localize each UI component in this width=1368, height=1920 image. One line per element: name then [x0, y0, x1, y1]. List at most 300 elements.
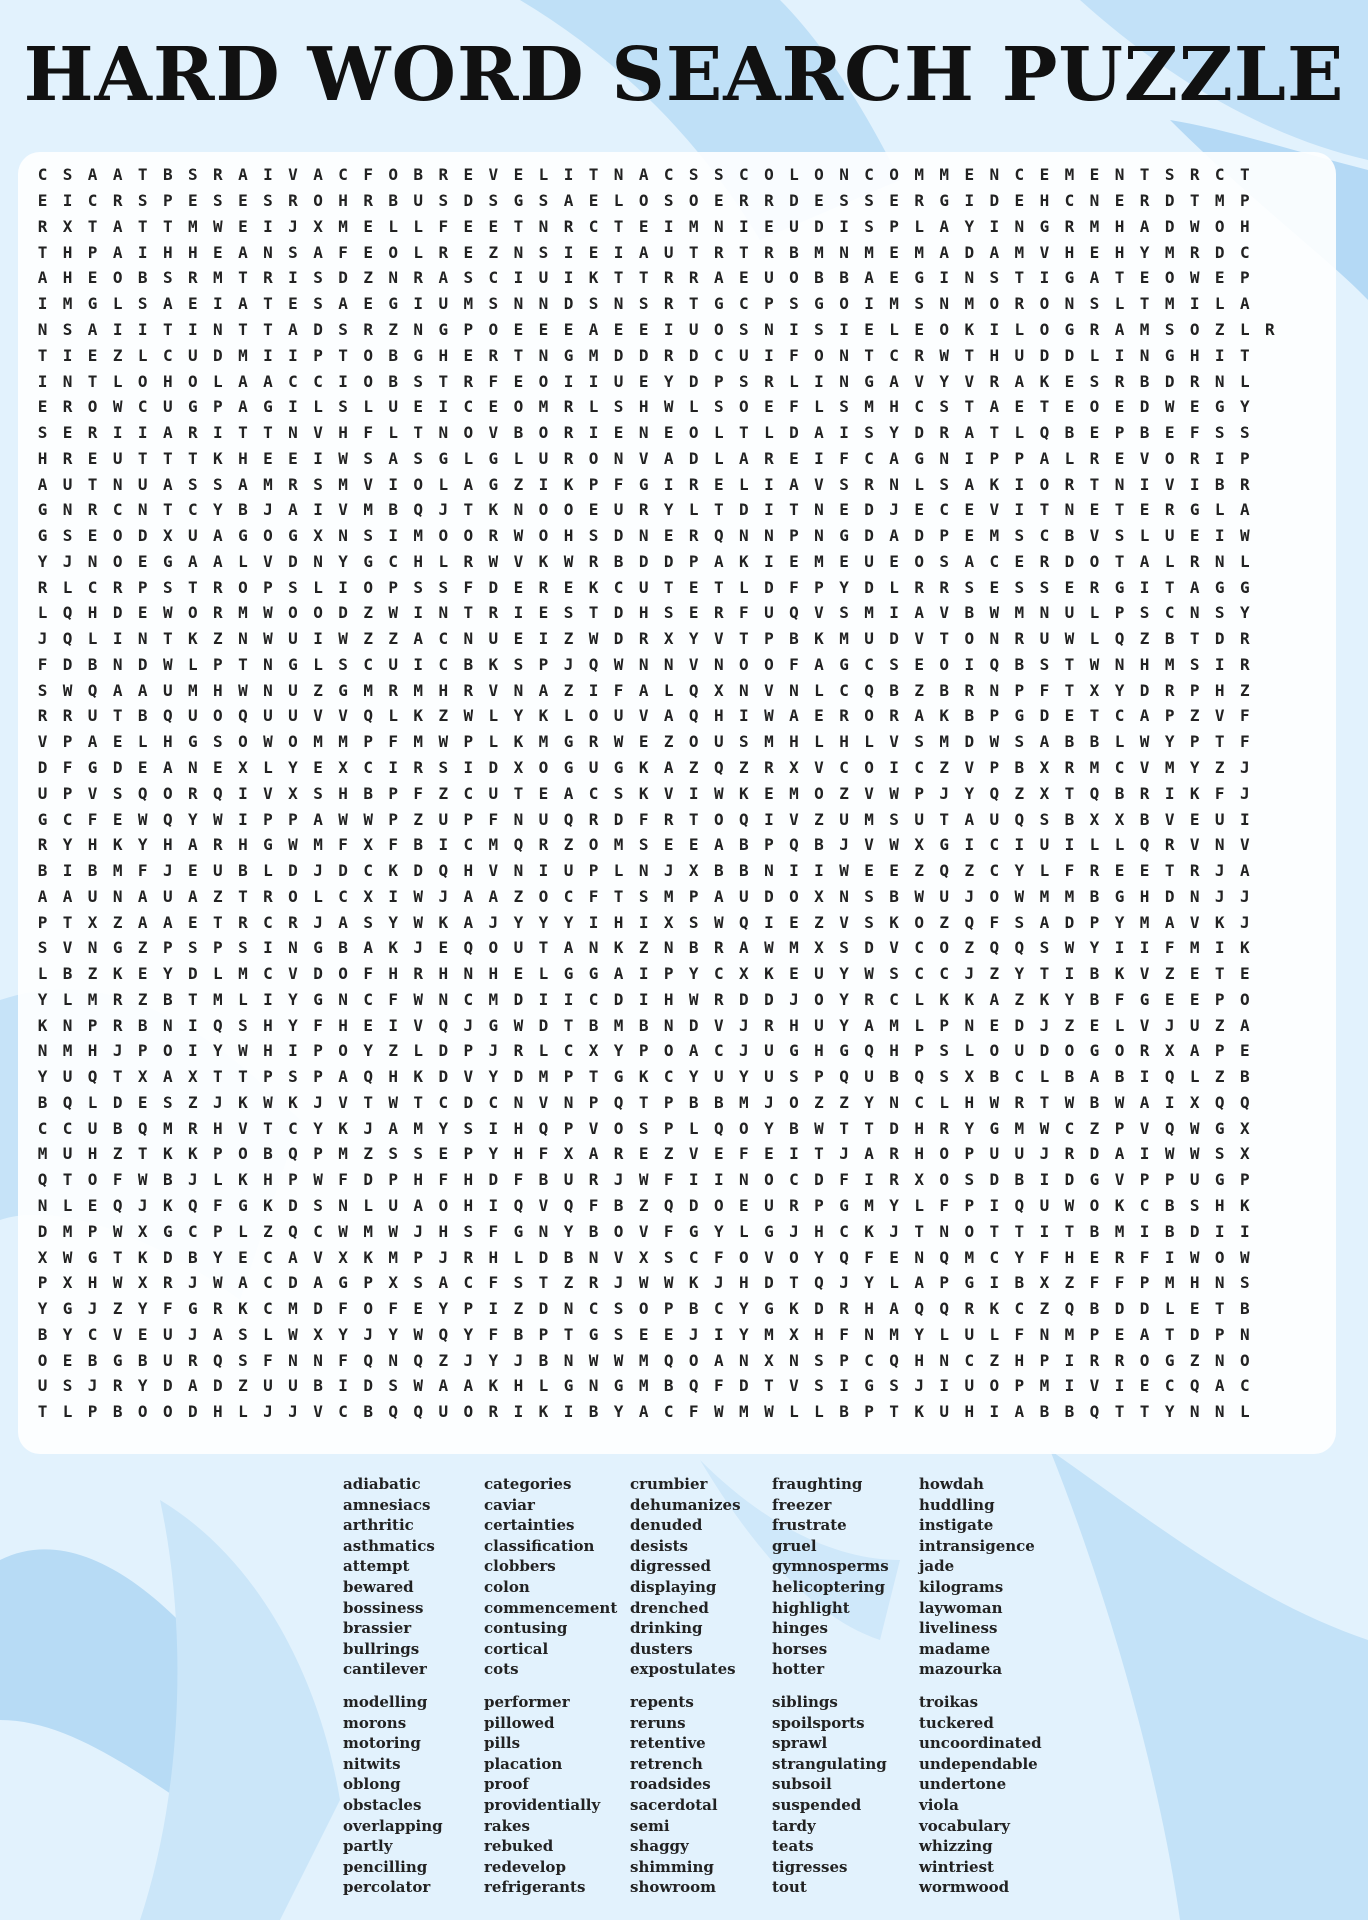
grid-letter[interactable]: Z — [814, 809, 824, 829]
grid-letter[interactable]: E — [638, 216, 649, 236]
grid-letter[interactable]: S — [613, 783, 624, 803]
grid-letter[interactable]: O — [313, 191, 323, 211]
grid-letter[interactable]: Q — [162, 706, 173, 726]
grid-letter[interactable]: C — [338, 886, 348, 906]
grid-letter[interactable]: R — [889, 706, 899, 726]
grid-letter[interactable]: K — [1239, 1196, 1250, 1215]
grid-letter[interactable]: T — [1039, 1092, 1050, 1112]
grid-letter[interactable]: Q — [87, 1067, 98, 1087]
grid-letter[interactable]: W — [112, 397, 123, 417]
grid-letter[interactable]: O — [764, 654, 774, 674]
grid-letter[interactable]: L — [488, 732, 499, 752]
grid-letter[interactable]: D — [1039, 345, 1050, 365]
grid-letter[interactable]: H — [388, 964, 398, 984]
grid-letter[interactable]: W — [263, 629, 273, 649]
grid-letter[interactable]: I — [839, 319, 849, 339]
grid-letter[interactable]: Y — [37, 551, 48, 571]
grid-letter[interactable]: W — [137, 1170, 148, 1190]
grid-letter[interactable]: Q — [789, 835, 799, 855]
grid-letter[interactable]: K — [1039, 371, 1050, 391]
grid-letter[interactable]: S — [62, 1376, 73, 1396]
grid-letter[interactable]: I — [413, 603, 424, 623]
grid-letter[interactable]: I — [112, 629, 123, 649]
grid-letter[interactable]: C — [989, 861, 1000, 881]
grid-letter[interactable]: Y — [213, 1041, 223, 1061]
grid-letter[interactable]: F — [1164, 938, 1175, 958]
grid-letter[interactable]: R — [1089, 319, 1100, 339]
grid-letter[interactable]: Z — [1139, 629, 1150, 649]
grid-letter[interactable]: M — [263, 474, 273, 494]
grid-letter[interactable]: W — [989, 732, 1000, 752]
grid-letter[interactable]: N — [187, 757, 198, 777]
grid-letter[interactable]: P — [313, 345, 323, 365]
grid-letter[interactable]: I — [1164, 1092, 1175, 1112]
grid-letter[interactable]: E — [964, 526, 975, 546]
grid-letter[interactable]: M — [338, 1144, 348, 1164]
grid-letter[interactable]: C — [1164, 1376, 1175, 1396]
grid-letter[interactable]: T — [37, 242, 48, 262]
grid-letter[interactable]: A — [713, 551, 724, 571]
grid-letter[interactable]: C — [613, 577, 624, 597]
grid-letter[interactable]: H — [263, 1170, 273, 1190]
grid-letter[interactable]: V — [789, 1376, 799, 1396]
grid-letter[interactable]: W — [1189, 1247, 1200, 1267]
grid-letter[interactable]: M — [864, 242, 874, 262]
grid-letter[interactable]: V — [288, 964, 298, 984]
grid-letter[interactable]: L — [263, 861, 273, 881]
grid-letter[interactable]: V — [713, 629, 724, 649]
grid-letter[interactable]: R — [914, 345, 924, 365]
grid-letter[interactable]: I — [1189, 474, 1200, 494]
grid-letter[interactable]: I — [263, 165, 273, 185]
grid-letter[interactable]: T — [1139, 294, 1150, 314]
grid-letter[interactable]: Z — [663, 1144, 674, 1164]
grid-letter[interactable]: H — [1139, 886, 1150, 906]
grid-letter[interactable]: J — [463, 1015, 474, 1035]
grid-letter[interactable]: H — [839, 732, 849, 752]
grid-letter[interactable]: G — [613, 757, 624, 777]
grid-letter[interactable]: E — [413, 397, 424, 417]
grid-letter[interactable]: Y — [613, 1402, 624, 1422]
grid-letter[interactable]: I — [613, 242, 624, 262]
grid-letter[interactable]: E — [62, 1350, 73, 1370]
grid-letter[interactable]: G — [989, 1118, 1000, 1138]
grid-letter[interactable]: E — [713, 474, 724, 494]
grid-letter[interactable]: L — [238, 551, 248, 571]
grid-letter[interactable]: I — [1039, 1221, 1050, 1241]
grid-letter[interactable]: A — [1039, 732, 1050, 752]
grid-letter[interactable]: B — [112, 1402, 123, 1422]
grid-letter[interactable]: U — [1039, 629, 1050, 649]
grid-letter[interactable]: D — [989, 1170, 1000, 1190]
grid-letter[interactable]: J — [1039, 1144, 1050, 1164]
grid-letter[interactable]: K — [388, 938, 398, 958]
grid-letter[interactable]: T — [864, 1118, 874, 1138]
grid-letter[interactable]: M — [939, 165, 950, 185]
grid-letter[interactable]: E — [764, 397, 774, 417]
grid-letter[interactable]: F — [488, 1221, 499, 1241]
grid-letter[interactable]: S — [162, 1092, 173, 1112]
grid-letter[interactable]: A — [238, 474, 248, 494]
grid-letter[interactable]: E — [764, 216, 774, 236]
grid-letter[interactable]: O — [363, 371, 373, 391]
grid-letter[interactable]: P — [313, 1067, 323, 1087]
grid-letter[interactable]: E — [187, 912, 198, 932]
grid-letter[interactable]: K — [213, 448, 223, 468]
grid-letter[interactable]: Z — [112, 345, 123, 365]
grid-letter[interactable]: J — [939, 783, 950, 803]
grid-letter[interactable]: X — [663, 629, 674, 649]
grid-letter[interactable]: C — [889, 989, 899, 1009]
grid-letter[interactable]: B — [1064, 526, 1075, 546]
grid-letter[interactable]: U — [613, 371, 624, 391]
grid-letter[interactable]: E — [112, 809, 123, 829]
grid-letter[interactable]: E — [37, 397, 48, 417]
grid-letter[interactable]: K — [638, 757, 649, 777]
grid-letter[interactable]: P — [213, 938, 223, 958]
grid-letter[interactable]: A — [713, 1350, 724, 1370]
grid-letter[interactable]: G — [1164, 1350, 1175, 1370]
grid-letter[interactable]: N — [313, 551, 323, 571]
grid-letter[interactable]: L — [1214, 500, 1225, 520]
grid-letter[interactable]: L — [238, 1221, 248, 1241]
grid-letter[interactable]: R — [764, 371, 774, 391]
grid-letter[interactable]: R — [964, 680, 975, 700]
grid-letter[interactable]: H — [713, 706, 724, 726]
grid-letter[interactable]: J — [288, 1402, 298, 1422]
grid-letter[interactable]: E — [137, 757, 148, 777]
grid-letter[interactable]: C — [313, 371, 323, 391]
grid-letter[interactable]: R — [413, 757, 424, 777]
grid-letter[interactable]: R — [187, 783, 198, 803]
grid-letter[interactable]: X — [363, 886, 373, 906]
grid-letter[interactable]: M — [1039, 886, 1050, 906]
grid-letter[interactable]: E — [588, 191, 599, 211]
grid-letter[interactable]: D — [488, 577, 499, 597]
grid-letter[interactable]: J — [513, 1350, 524, 1370]
grid-letter[interactable]: N — [388, 1350, 398, 1370]
grid-letter[interactable]: I — [764, 500, 774, 520]
grid-letter[interactable]: L — [889, 319, 899, 339]
grid-letter[interactable]: Y — [313, 1118, 323, 1138]
grid-letter[interactable]: I — [563, 1402, 574, 1422]
grid-letter[interactable]: A — [1164, 912, 1175, 932]
grid-letter[interactable]: S — [889, 964, 899, 984]
grid-letter[interactable]: K — [563, 474, 574, 494]
grid-letter[interactable]: E — [513, 577, 524, 597]
grid-letter[interactable]: S — [914, 732, 924, 752]
grid-letter[interactable]: I — [764, 551, 774, 571]
grid-letter[interactable]: O — [438, 526, 449, 546]
grid-letter[interactable]: G — [1189, 500, 1200, 520]
grid-letter[interactable]: L — [488, 706, 499, 726]
grid-letter[interactable]: S — [739, 319, 749, 339]
grid-letter[interactable]: E — [463, 345, 474, 365]
grid-letter[interactable]: G — [839, 526, 849, 546]
grid-letter[interactable]: N — [638, 423, 649, 443]
grid-letter[interactable]: R — [563, 448, 574, 468]
grid-letter[interactable]: D — [563, 294, 574, 314]
grid-letter[interactable]: Y — [1014, 861, 1025, 881]
grid-letter[interactable]: Q — [713, 1118, 724, 1138]
grid-letter[interactable]: P — [313, 1144, 323, 1164]
grid-letter[interactable]: U — [162, 680, 173, 700]
grid-letter[interactable]: G — [313, 989, 323, 1009]
grid-letter[interactable]: N — [1239, 1324, 1250, 1344]
grid-letter[interactable]: L — [1189, 1067, 1200, 1087]
grid-letter[interactable]: F — [112, 1170, 123, 1190]
grid-letter[interactable]: R — [1089, 861, 1100, 881]
grid-letter[interactable]: W — [238, 1041, 248, 1061]
grid-letter[interactable]: S — [914, 294, 924, 314]
grid-letter[interactable]: L — [739, 474, 749, 494]
grid-letter[interactable]: Q — [864, 1041, 874, 1061]
grid-letter[interactable]: U — [989, 1144, 1000, 1164]
grid-letter[interactable]: M — [413, 526, 424, 546]
grid-letter[interactable]: E — [513, 629, 524, 649]
grid-letter[interactable]: L — [1164, 551, 1175, 571]
grid-letter[interactable]: M — [363, 500, 373, 520]
grid-letter[interactable]: W — [638, 1170, 649, 1190]
grid-letter[interactable]: J — [413, 1221, 424, 1241]
grid-letter[interactable]: I — [1114, 938, 1125, 958]
grid-letter[interactable]: L — [613, 191, 624, 211]
grid-letter[interactable]: T — [939, 809, 950, 829]
grid-letter[interactable]: N — [137, 629, 148, 649]
grid-letter[interactable]: G — [939, 191, 950, 211]
grid-letter[interactable]: A — [1239, 500, 1250, 520]
grid-letter[interactable]: I — [288, 1041, 298, 1061]
grid-letter[interactable]: Q — [939, 1247, 950, 1267]
grid-letter[interactable]: S — [162, 268, 173, 288]
grid-letter[interactable]: S — [538, 191, 549, 211]
grid-letter[interactable]: C — [1214, 165, 1225, 185]
grid-letter[interactable]: Q — [62, 629, 73, 649]
grid-letter[interactable]: C — [187, 500, 198, 520]
grid-letter[interactable]: A — [1014, 371, 1025, 391]
grid-letter[interactable]: E — [488, 216, 499, 236]
grid-letter[interactable]: R — [463, 1247, 474, 1267]
grid-letter[interactable]: Q — [513, 835, 524, 855]
grid-letter[interactable]: I — [839, 423, 849, 443]
grid-letter[interactable]: T — [238, 268, 248, 288]
grid-letter[interactable]: S — [964, 1170, 975, 1190]
grid-letter[interactable]: W — [413, 1324, 424, 1344]
grid-letter[interactable]: K — [162, 1144, 173, 1164]
grid-letter[interactable]: B — [588, 1015, 599, 1035]
grid-letter[interactable]: Z — [1214, 1067, 1225, 1087]
grid-letter[interactable]: D — [889, 1118, 899, 1138]
grid-letter[interactable]: D — [814, 1299, 824, 1319]
grid-letter[interactable]: I — [563, 165, 574, 185]
grid-letter[interactable]: A — [238, 242, 248, 262]
grid-letter[interactable]: W — [1189, 1144, 1200, 1164]
grid-letter[interactable]: B — [137, 1015, 148, 1035]
grid-letter[interactable]: G — [563, 1376, 574, 1396]
grid-letter[interactable]: V — [814, 603, 824, 623]
grid-letter[interactable]: S — [388, 1144, 398, 1164]
grid-letter[interactable]: O — [538, 500, 549, 520]
grid-letter[interactable]: A — [87, 732, 98, 752]
grid-letter[interactable]: D — [288, 551, 298, 571]
grid-letter[interactable]: P — [213, 397, 223, 417]
grid-letter[interactable]: Q — [989, 654, 1000, 674]
grid-letter[interactable]: U — [288, 1376, 298, 1396]
grid-letter[interactable]: E — [638, 319, 649, 339]
grid-letter[interactable]: L — [1114, 1015, 1125, 1035]
grid-letter[interactable]: I — [1064, 835, 1075, 855]
grid-letter[interactable]: G — [413, 345, 424, 365]
grid-letter[interactable]: O — [964, 1221, 975, 1241]
grid-letter[interactable]: P — [1214, 1324, 1225, 1344]
grid-letter[interactable]: W — [263, 732, 273, 752]
grid-letter[interactable]: S — [1014, 577, 1025, 597]
grid-letter[interactable]: G — [288, 526, 298, 546]
grid-letter[interactable]: B — [964, 706, 975, 726]
grid-letter[interactable]: C — [87, 1324, 98, 1344]
grid-letter[interactable]: Z — [363, 268, 373, 288]
grid-letter[interactable]: W — [1014, 886, 1025, 906]
grid-letter[interactable]: S — [739, 732, 749, 752]
grid-letter[interactable]: Q — [1164, 1067, 1175, 1087]
grid-letter[interactable]: N — [513, 242, 524, 262]
grid-letter[interactable]: W — [1139, 732, 1150, 752]
grid-letter[interactable]: E — [37, 191, 48, 211]
grid-letter[interactable]: E — [363, 242, 373, 262]
grid-letter[interactable]: E — [413, 1299, 424, 1319]
grid-letter[interactable]: R — [187, 268, 198, 288]
grid-letter[interactable]: T — [162, 629, 173, 649]
grid-letter[interactable]: P — [1039, 1350, 1050, 1370]
grid-letter[interactable]: T — [1064, 1221, 1075, 1241]
grid-letter[interactable]: W — [213, 1273, 223, 1293]
grid-letter[interactable]: B — [663, 1376, 674, 1396]
grid-letter[interactable]: S — [1039, 577, 1050, 597]
grid-letter[interactable]: O — [1089, 397, 1100, 417]
grid-letter[interactable]: S — [1089, 294, 1100, 314]
grid-letter[interactable]: D — [513, 989, 524, 1009]
grid-letter[interactable]: L — [62, 1196, 73, 1215]
grid-letter[interactable]: P — [989, 706, 1000, 726]
grid-letter[interactable]: U — [37, 1376, 48, 1396]
grid-letter[interactable]: E — [1014, 551, 1025, 571]
grid-letter[interactable]: O — [538, 371, 549, 391]
grid-letter[interactable]: A — [964, 809, 975, 829]
grid-letter[interactable]: H — [1039, 191, 1050, 211]
grid-letter[interactable]: L — [1114, 732, 1125, 752]
grid-letter[interactable]: I — [513, 268, 524, 288]
grid-letter[interactable]: C — [588, 216, 599, 236]
grid-letter[interactable]: B — [1239, 1067, 1250, 1087]
grid-letter[interactable]: X — [137, 1273, 148, 1293]
grid-letter[interactable]: U — [613, 706, 624, 726]
grid-letter[interactable]: B — [1089, 886, 1100, 906]
grid-letter[interactable]: L — [413, 242, 424, 262]
grid-letter[interactable]: T — [263, 319, 273, 339]
grid-letter[interactable]: B — [187, 1247, 198, 1267]
grid-letter[interactable]: T — [413, 1092, 424, 1112]
grid-letter[interactable]: O — [764, 165, 774, 185]
grid-letter[interactable]: T — [137, 216, 148, 236]
grid-letter[interactable]: L — [789, 371, 799, 391]
grid-letter[interactable]: I — [563, 268, 574, 288]
grid-letter[interactable]: U — [1014, 1144, 1025, 1164]
grid-letter[interactable]: W — [413, 886, 424, 906]
grid-letter[interactable]: A — [87, 165, 98, 185]
grid-letter[interactable]: V — [889, 732, 899, 752]
grid-letter[interactable]: B — [263, 1144, 273, 1164]
grid-letter[interactable]: Y — [1064, 989, 1075, 1009]
grid-letter[interactable]: S — [939, 551, 950, 571]
grid-letter[interactable]: N — [989, 629, 1000, 649]
grid-letter[interactable]: O — [989, 294, 1000, 314]
grid-letter[interactable]: B — [1089, 964, 1100, 984]
grid-letter[interactable]: Z — [513, 886, 524, 906]
grid-letter[interactable]: U — [187, 706, 198, 726]
grid-letter[interactable]: S — [37, 680, 48, 700]
grid-letter[interactable]: Q — [713, 757, 724, 777]
grid-letter[interactable]: O — [288, 732, 298, 752]
grid-letter[interactable]: S — [162, 577, 173, 597]
grid-letter[interactable]: W — [388, 603, 398, 623]
grid-letter[interactable]: R — [1189, 371, 1200, 391]
grid-letter[interactable]: G — [1214, 1118, 1225, 1138]
grid-letter[interactable]: T — [263, 294, 273, 314]
grid-letter[interactable]: M — [238, 964, 248, 984]
grid-letter[interactable]: U — [939, 1402, 950, 1422]
grid-letter[interactable]: T — [162, 319, 173, 339]
grid-letter[interactable]: M — [1214, 191, 1225, 211]
grid-letter[interactable]: U — [87, 706, 98, 726]
grid-letter[interactable]: Z — [1064, 1015, 1075, 1035]
grid-letter[interactable]: N — [739, 526, 749, 546]
grid-letter[interactable]: T — [688, 809, 699, 829]
grid-letter[interactable]: Z — [964, 938, 975, 958]
grid-letter[interactable]: G — [864, 1376, 874, 1396]
grid-letter[interactable]: G — [112, 1350, 123, 1370]
grid-letter[interactable]: G — [388, 294, 398, 314]
grid-letter[interactable]: O — [513, 397, 524, 417]
grid-letter[interactable]: F — [388, 732, 398, 752]
grid-letter[interactable]: H — [814, 1221, 824, 1241]
grid-letter[interactable]: R — [37, 216, 48, 236]
grid-letter[interactable]: I — [288, 345, 298, 365]
grid-letter[interactable]: C — [263, 912, 273, 932]
grid-letter[interactable]: X — [513, 757, 524, 777]
grid-letter[interactable]: R — [1189, 551, 1200, 571]
grid-letter[interactable]: T — [162, 500, 173, 520]
grid-letter[interactable]: A — [1214, 1376, 1225, 1396]
grid-letter[interactable]: R — [1064, 474, 1075, 494]
grid-letter[interactable]: R — [764, 191, 774, 211]
grid-letter[interactable]: V — [939, 603, 950, 623]
grid-letter[interactable]: T — [263, 423, 273, 443]
grid-letter[interactable]: J — [613, 1170, 624, 1190]
grid-letter[interactable]: A — [137, 680, 148, 700]
grid-letter[interactable]: S — [438, 577, 449, 597]
grid-letter[interactable]: Y — [288, 1015, 298, 1035]
grid-letter[interactable]: N — [1214, 371, 1225, 391]
grid-letter[interactable]: H — [814, 1041, 824, 1061]
grid-letter[interactable]: E — [814, 706, 824, 726]
grid-letter[interactable]: V — [964, 371, 975, 391]
grid-letter[interactable]: F — [438, 1170, 449, 1190]
grid-letter[interactable]: O — [413, 474, 424, 494]
grid-letter[interactable]: C — [463, 783, 474, 803]
grid-letter[interactable]: R — [62, 397, 73, 417]
grid-letter[interactable]: V — [238, 1118, 248, 1138]
grid-letter[interactable]: M — [1164, 294, 1175, 314]
